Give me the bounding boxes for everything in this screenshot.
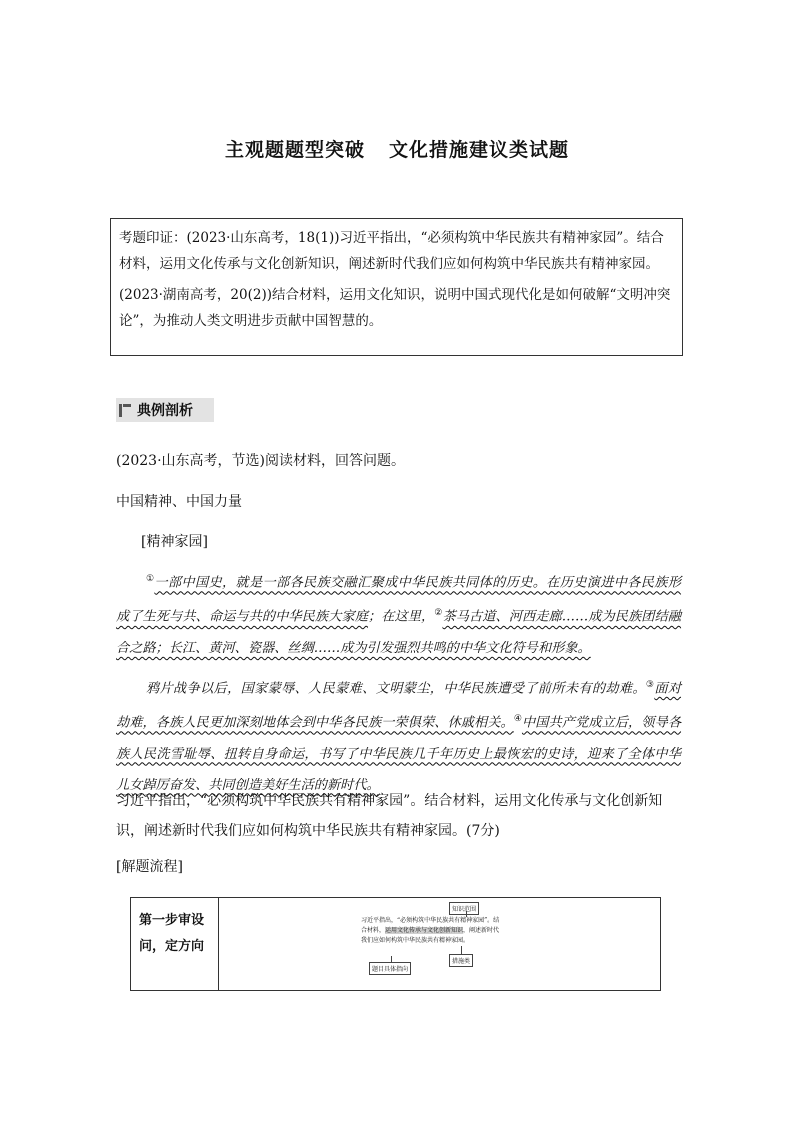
analysis-diagram xyxy=(361,902,531,982)
diagram-text-b: ，阐述新时代我们应如何构筑中华民族共有精神家园。 xyxy=(361,927,500,944)
material-subheading: [精神家园] xyxy=(141,534,208,550)
knowledge-scope-box: 知识范围 xyxy=(449,902,479,915)
plain-sentence: ；在这里， xyxy=(367,609,435,625)
section-header xyxy=(116,398,214,422)
intro-line: (2023·山东高考，节选)阅读材料，回答问题。 xyxy=(116,453,406,469)
diagram-text-highlight: 运用文化传承与文化创新知识 xyxy=(385,927,464,934)
solution-table xyxy=(130,897,661,991)
underlined-sentence: 茶马古道、河西走廊……成为民族团结融合之路；长江、黄河、瓷器、丝绸……成为引发强烈共鸣的中华文化符号和形象。 xyxy=(116,609,682,656)
exam-reference-box xyxy=(110,218,683,356)
material-text xyxy=(116,564,681,801)
underlined-sentence: 一部中国史，就是一部各民族交融汇聚成中华民族共同体的历史。在历史演进中各民族形成了生死与共、命运与共的中华民族大家庭 xyxy=(116,575,682,625)
exam-reference-2: (2023·湖南高考，20(2))结合材料，运用文化知识，说明中国式现代化是如何破解“文明冲突论”，为推动人类文明进步贡献中国智慧的。 xyxy=(119,287,671,329)
step-diagram-cell xyxy=(219,898,660,990)
diagram-text-a: 习近平指出，“必须构筑中华民族共有精神家园”。结合材料， xyxy=(361,917,500,934)
title-part1: 主观题题型突破 xyxy=(224,139,365,161)
marker-3: ③ xyxy=(645,679,655,690)
marker-1: ① xyxy=(146,574,155,584)
flow-label: [解题流程] xyxy=(116,859,183,875)
page-title xyxy=(0,135,794,162)
plain-sentence: 鸦片战争以后，国家蒙辱、人民蒙难、文明蒙尘，中华民族遭受了前所未有的劫难。 xyxy=(146,681,646,697)
exam-reference-lead: 考题印证： xyxy=(119,230,187,246)
exam-reference-1-text: (2023·山东高考，18(1))习近平指出，“必须构筑中华民族共有精神家园”。结合材料，运用文化传承与文化创新知识，阐述新时代我们应如何构筑中华民族共有精神家园。 xyxy=(119,230,664,272)
material-paragraph-1 xyxy=(116,564,681,664)
section-bracket-icon xyxy=(119,404,131,417)
question-text xyxy=(116,786,681,846)
question-focus-box: 题目具体指向 xyxy=(369,962,411,975)
exam-reference-1 xyxy=(119,225,674,277)
material-heading: 中国精神、中国力量 xyxy=(116,494,242,510)
underlined-sentence: 中国共产党成立后，领导各族人民洗雪耻辱、扭转自身命运，书写了中华民族几千年历史上最恢宏的史诗，迎来了全体中华儿女踔厉奋发、共同创造美好生活的新时代。 xyxy=(116,715,682,793)
question-paragraph: 习近平指出，“必须构筑中华民族共有精神家园”。结合材料，运用文化传承与文化创新知识，阐述新时代我们应如何构筑中华民族共有精神家园。(7分) xyxy=(116,793,663,839)
title-part2: 文化措施建议类试题 xyxy=(389,139,570,161)
diagram-question-text xyxy=(361,916,501,946)
underlined-sentence: 面对劫难，各族人民更加深刻地体会到中华各民族一荣俱荣、休戚相关。 xyxy=(116,681,682,731)
step-label: 第一步审设问，定方向 xyxy=(131,898,219,990)
marker-2: ② xyxy=(434,608,443,619)
section-label: 典例剖析 xyxy=(137,403,193,419)
measure-type-box: 措施类 xyxy=(449,954,473,967)
arrow-line xyxy=(461,946,462,954)
marker-4: ④ xyxy=(513,714,522,725)
material-paragraph-2 xyxy=(116,670,681,801)
